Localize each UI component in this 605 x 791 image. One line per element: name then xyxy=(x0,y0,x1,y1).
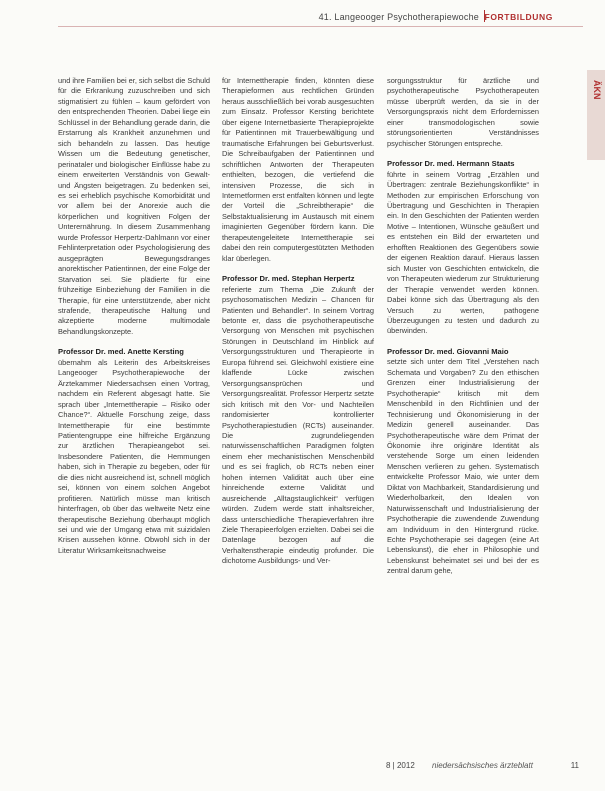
body-paragraph: führte in seinem Vortrag „Erzählen und Übertragen: zentrale Beziehungskonflikte“ in Methoden zur empirischen Erforschung von Übertragung und Geschichten in Therapien ein. In den Geschichten der Patienten werden Motive – Intentionen, Wünsche geäußert und es entstehen ein Bild der erwarteten und erhofften Reaktionen des Gegenübers sowie der eigenen Reaktion darauf. Hieraus lassen sich Muster von Geschichten entwickeln, die von Therapeuten wiederum zur Strukturierung der Therapie verwendet werden können. Dabei könne sich das Übertragung als den Versuch zu werten, pathogene Überzeugungen zu testen und dadurch zu überwinden. xyxy=(387,169,539,336)
text-column-2 xyxy=(222,76,374,766)
speaker-heading: Professor Dr. med. Anette Kersting xyxy=(58,347,184,357)
body-paragraph: und ihre Familien bei er, sich selbst die Schuld für die Erkrankung zuzuschreiben und sich stigmatisiert zu fühlen – kaum gefördert von den entsprechenden Theorien. Dabei liege ein Schlüssel in der Behandlung gerade darin, die Erstarrung als Krankheit anzunehmen und sich behandeln zu lassen. Das heutige Wissen um die Bedeutung genetischer, perinataler und biologischer Einflüsse habe zu einem erweiterten Verständnis von Gewalt- und Ängsten beigetragen. Zu bedenken sei, es sei erheblich psychische Komorbidität und vor allem bei der Anorexie auch die körperlichen und kognitiven Folgen der Unterernährung. In diesem Zusammenhang wurde Professor Herpertz-Dahlmann vor einer Fehlinterpretation oder Psychologisierung des ausgeprägten Bewegungsdranges anorektischer Patientinnen, der eine Folge der Starvation sei. Sie plädierte für eine frühzeitige Einbeziehung der Familien in die Therapie, für eine unterstützende, aber nicht strafende, therapeutische Haltung und akzeptierte moderne multimodale Behandlungskonzepte. xyxy=(58,76,210,336)
text-column-1 xyxy=(58,76,210,766)
speaker-heading: Professor Dr. med. Stephan Herpertz xyxy=(222,274,355,284)
speaker-heading: Professor Dr. med. Giovanni Maio xyxy=(387,346,509,356)
running-title: 41. Langeooger Psychotherapiewoche xyxy=(318,12,479,22)
body-paragraph: referierte zum Thema „Die Zukunft der psychosomatischen Medizin – Chancen für Patienten und Behandler“. In seinem Vortrag betonte er, dass die psychotherapeutische Versorgung von Menschen mit psychischen Störungen in Deutschland im Hinblick auf Versorgungsstrukturen und Therapieorte in Europa führend sei. Gleichwohl existiere eine klaffende Lücke zwischen Versorgungsansprüchen und Versorgungsrealität. Professor Herpertz setzte sich kritisch mit den Vor- und Nachteilen randomisierter kontrollierter Psychotherapiestudien (RCTs) auseinander. Die zugrundeliegenden naturwissenschaftlichen Paradigmen folgten einem eher mechanistischen Menschenbild und es sei fraglich, ob RCTs neben einer hohen internen Validität auch über eine hinreichende externe Validität und ausreichende „Alltagstauglichkeit“ verfügen würden. Zudem werde statt inhaltsreicher, dass unterschiedliche Therapieverfahren ihre Ziele Therapieerfolgen erzielten. Dabei sei die Datenlage bezogen auf die Verhaltenstherapie eindeutig profunder. Die dichotome Ausbildungs- und Ver- xyxy=(222,284,374,566)
side-tab xyxy=(587,70,605,160)
speaker-heading: Professor Dr. med. Hermann Staats xyxy=(387,159,515,169)
body-paragraph: übernahm als Leiterin des Arbeitskreises Langeooger Psychotherapiewoche der Ärztekammer Niedersachsen einen Vortrag, nachdem ein Referent abgesagt hatte. Sie sprach über „Internettherapie – Risiko oder Chance?“. Aktuelle Forschung zeige, dass Internettherapie für eine bestimmte Patientengruppe eine hilfreiche Ergänzung zur ärztlichen Therapieangebot sei. Insbesondere Patienten, die Hemmungen haben, sich in Therapie zu begeben, oder für die dies nicht ausreichend ist, schnell möglich sei, können von einem solchen Angebot profitieren. Natürlich müsse man kritisch hinterfragen, ob über das weltweite Netz eine therapeutische Beziehung überhaupt möglich sei und wie der Umgang etwa mit suizidalen Krisen aussehen könne. Obwohl sich in der Literatur Wirksamkeitsnachweise xyxy=(58,357,210,555)
magazine-name: niedersächsisches ärzteblatt xyxy=(432,761,533,770)
issue-number: 8 | 2012 xyxy=(386,761,415,770)
page-number: 11 xyxy=(570,761,579,770)
page-footer xyxy=(0,761,605,773)
header-rule xyxy=(58,26,583,27)
body-paragraph: setzte sich unter dem Titel „Verstehen nach Schemata und Vorgaben? Zu den ethischen Grenzen einer Industrialisierung der Psychotherapie“ kritisch mit dem Menschenbild in den Richtlinien und der Technisierung und Ökonomisierung in der Medizin generell auseinander. Das Psychotherapeutische wäre dem Primat der Ökonomie ihre originäre Identität als verstehende Sorge um einen leidenden Menschen verlieren zu gehen. Systematisch entwickelte Professor Maio, wie unter dem Diktat von Machbarkeit, Standardisierung und Wiederholbarkeit, den Idealen von Naturwissenschaft und Industrialisierung der Psychotherapie die zuwendende Zuwendung am Individuum in den Hintergrund rücke. Echte Psychotherapie sei dagegen (eine Art Lebenskunst), die eher in Philosophie und Lebenskunst beheimatet sei und bei der es zentral darum gehe, xyxy=(387,357,539,576)
text-column-3 xyxy=(387,76,539,766)
side-tab-label: ÄKN xyxy=(592,80,602,100)
running-header xyxy=(0,0,605,30)
body-paragraph: für Internettherapie finden, könnten diese Therapieformen aus rechtlichen Gründen heraus ausschließlich bei vorab ausgesuchten zum Einsatz. Professor Kersting berichtete über eigene Internetbasierte Therapieprojekte für Patientinnen mit Trauerbewältigung und traumatische Erfahrungen bei Geburtsverlust. Die Schreibaufgaben der Patientinnen und schriftlichen Antworten der Therapeuten enthielten, bezogen, die vertiefend die intensiven Prozesse, die sich in Internetformen erst entfalten können und legte der Vorteil die „Schreibtherapie“ die Selbstaktualisierung im Austausch mit einem imaginierten Gegenüber fördern kann. Die therapeutengeleitete Internettherapie sei dabei den rein computergestützten Methoden klar überlegen. xyxy=(222,76,374,263)
section-label: FORTBILDUNG xyxy=(484,12,553,22)
body-paragraph: sorgungsstruktur für ärztliche und psychotherapeutische Psychotherapeuten müsse überprüft werden, da sie in der Versorgungspraxis nicht dem Erfordernissen einer transmodologischen sowie störungsorientierten Verständnisses psychischer Störungen entspreche. xyxy=(387,76,539,148)
